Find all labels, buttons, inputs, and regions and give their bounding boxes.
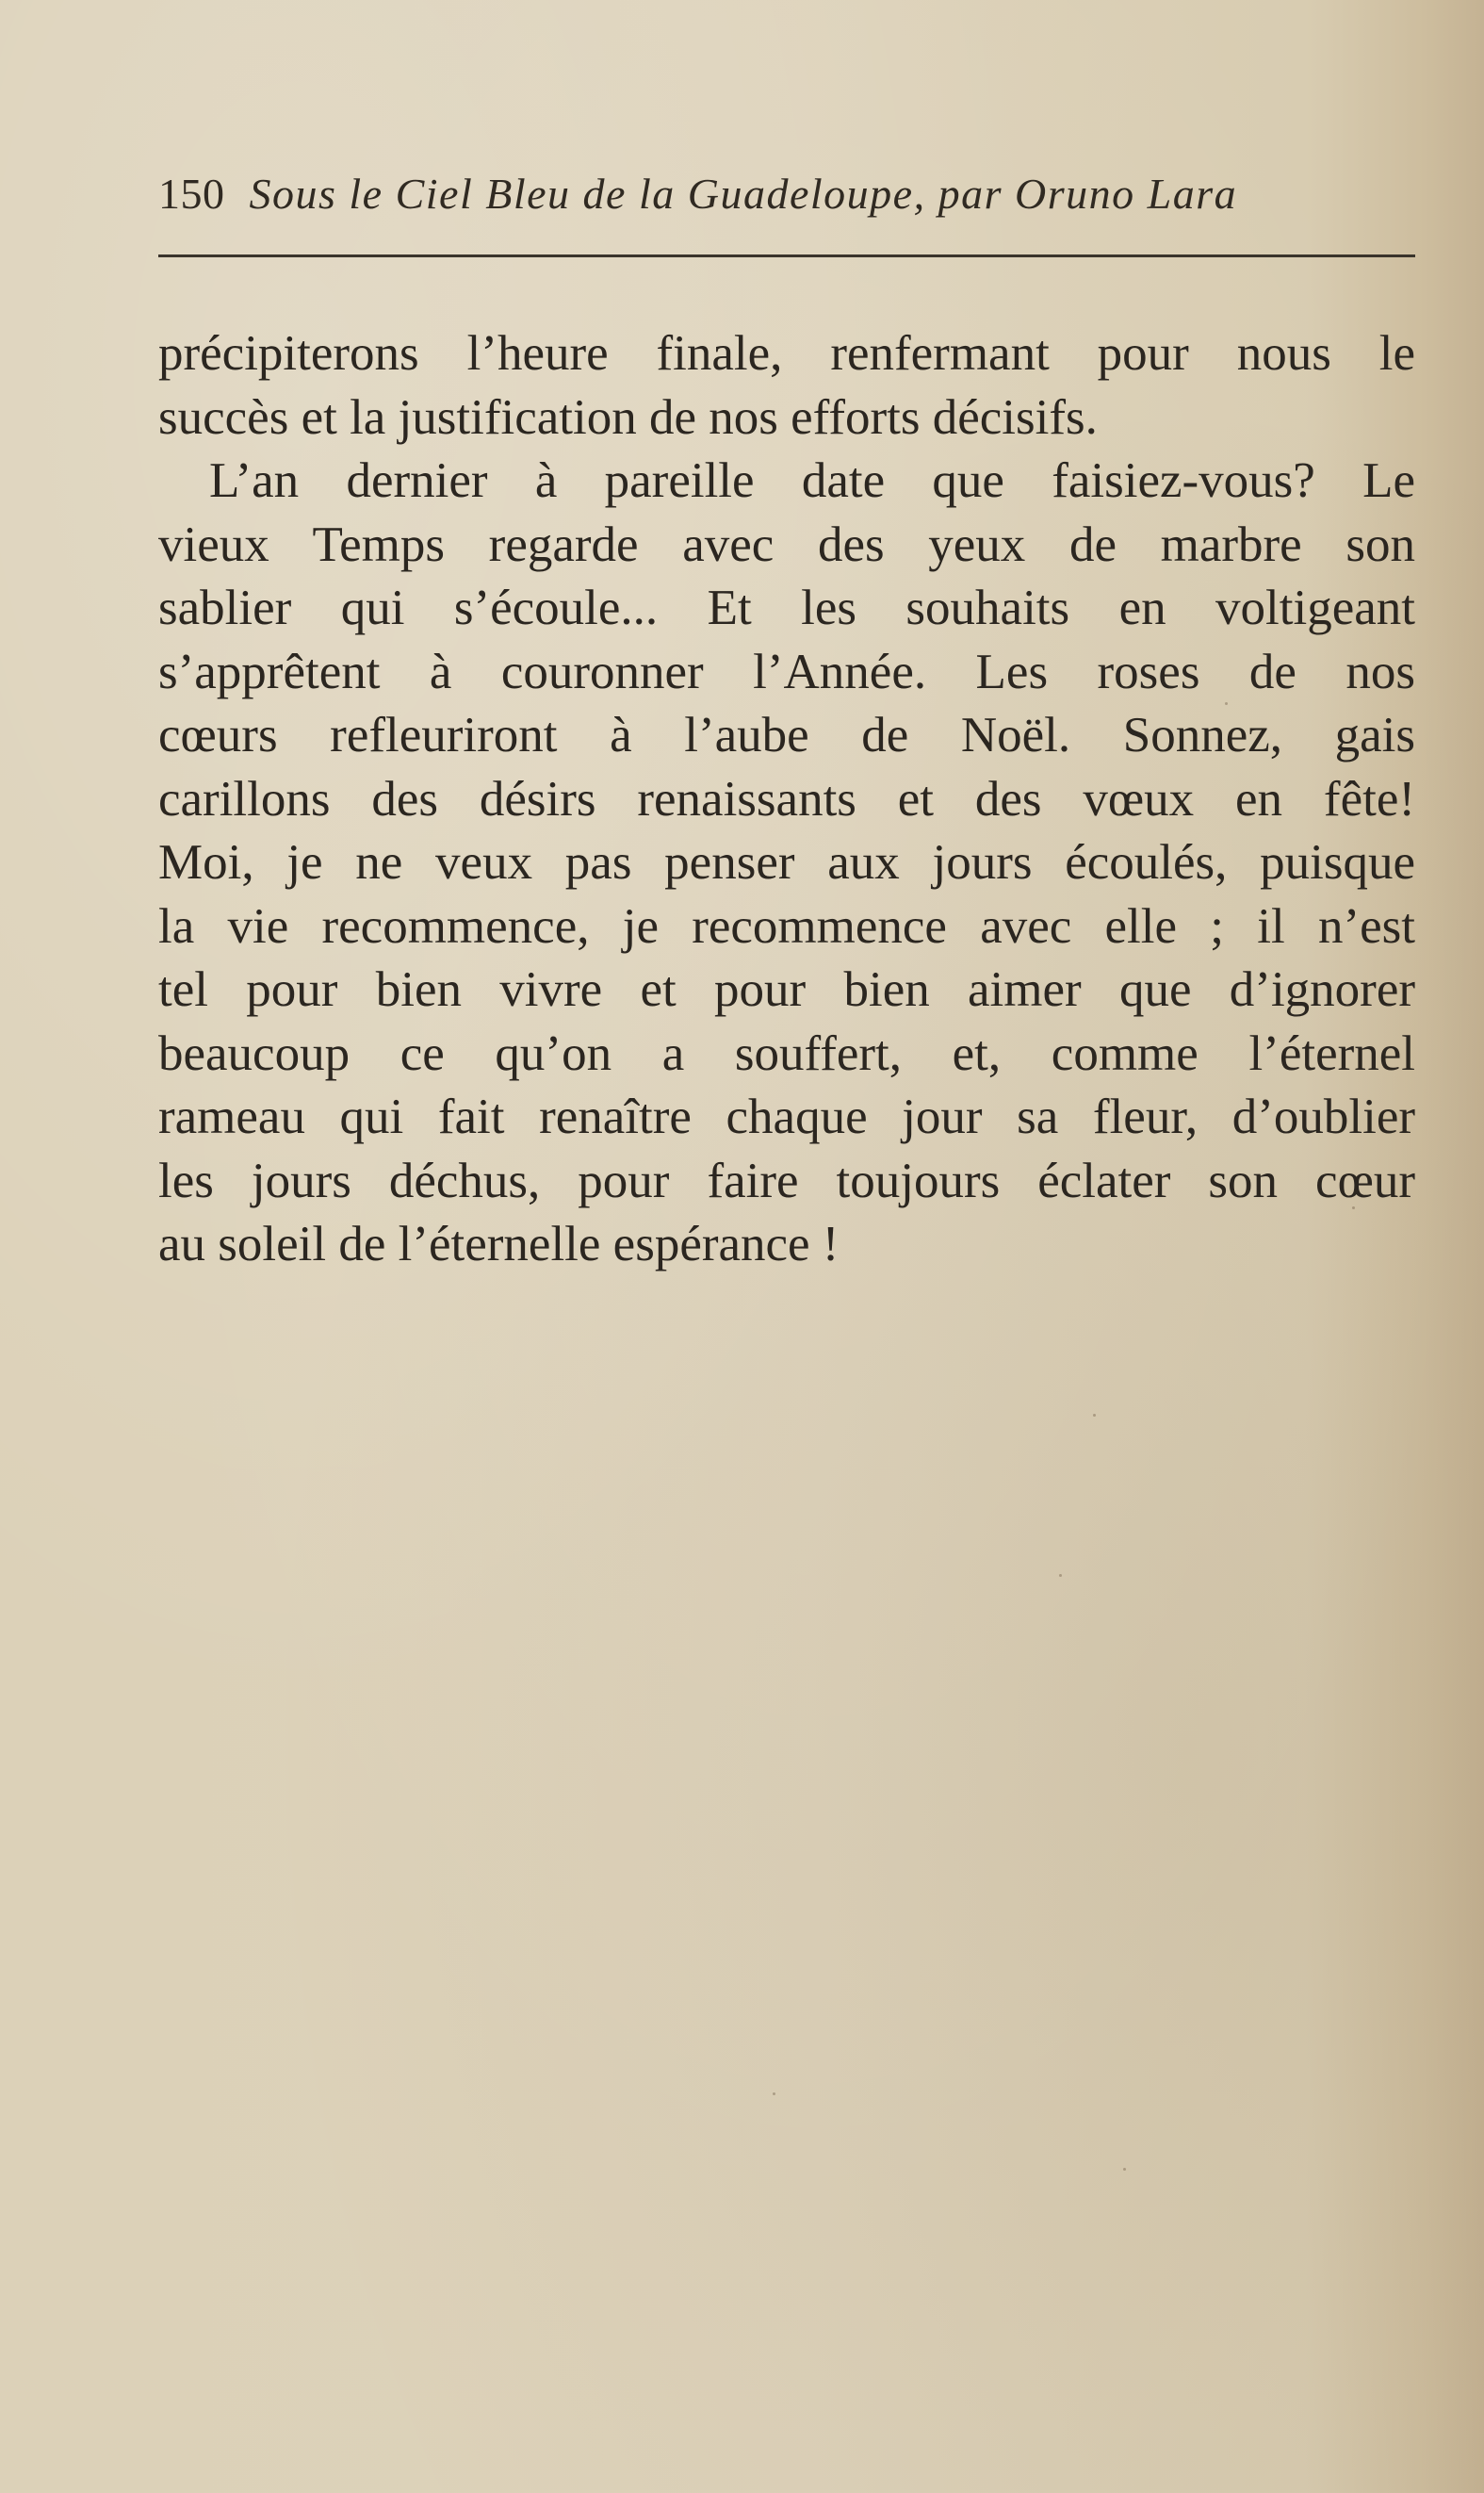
body-text [158, 322, 1415, 1277]
running-title: Sous le Ciel Bleu de la Guadeloupe, par Oruno Lara [249, 170, 1238, 218]
text-line: précipiterons l’heure finale, renfermant pour nous le [158, 326, 1415, 381]
text-line: L’an dernier à pareille date que faisiez-vous? Le [209, 453, 1415, 508]
running-head [158, 166, 1415, 222]
text-line: sablier qui s’écoule... Et les souhaits en voltigeant [158, 581, 1415, 635]
text-line: succès et la justification de nos efforts décisifs. [158, 389, 1098, 445]
text-line: s’apprêtent à couronner l’Année. Les roses de nos [158, 644, 1415, 699]
paper-speck [1093, 1414, 1096, 1417]
paper-speck [1123, 2168, 1126, 2171]
paper-speck [1059, 1574, 1062, 1577]
text-line: vieux Temps regarde avec des yeux de marbre son [158, 517, 1415, 572]
text-line: beaucoup ce qu’on a souffert, et, comme l’éternel [158, 1025, 1415, 1081]
header-rule [158, 254, 1415, 257]
text-line: carillons des désirs renaissants et des vœux en fête! [158, 771, 1415, 827]
text-line: au soleil de l’éternelle espérance ! [158, 1217, 840, 1271]
paper-speck [773, 2092, 775, 2095]
text-line: la vie recommence, je recommence avec elle ; il n’est [158, 898, 1415, 954]
page-number: 150 [158, 170, 225, 218]
text-line: Moi, je ne veux pas penser aux jours écoulés, puisque [158, 835, 1415, 890]
text-line: rameau qui fait renaître chaque jour sa fleur, d’oublier [158, 1090, 1415, 1144]
text-line: les jours déchus, pour faire toujours éclater son cœur [158, 1153, 1415, 1208]
text-line: tel pour bien vivre et pour bien aimer que d’ignorer [158, 962, 1415, 1017]
text-line: cœurs refleuriront à l’aube de Noël. Sonnez, gais [158, 708, 1415, 763]
